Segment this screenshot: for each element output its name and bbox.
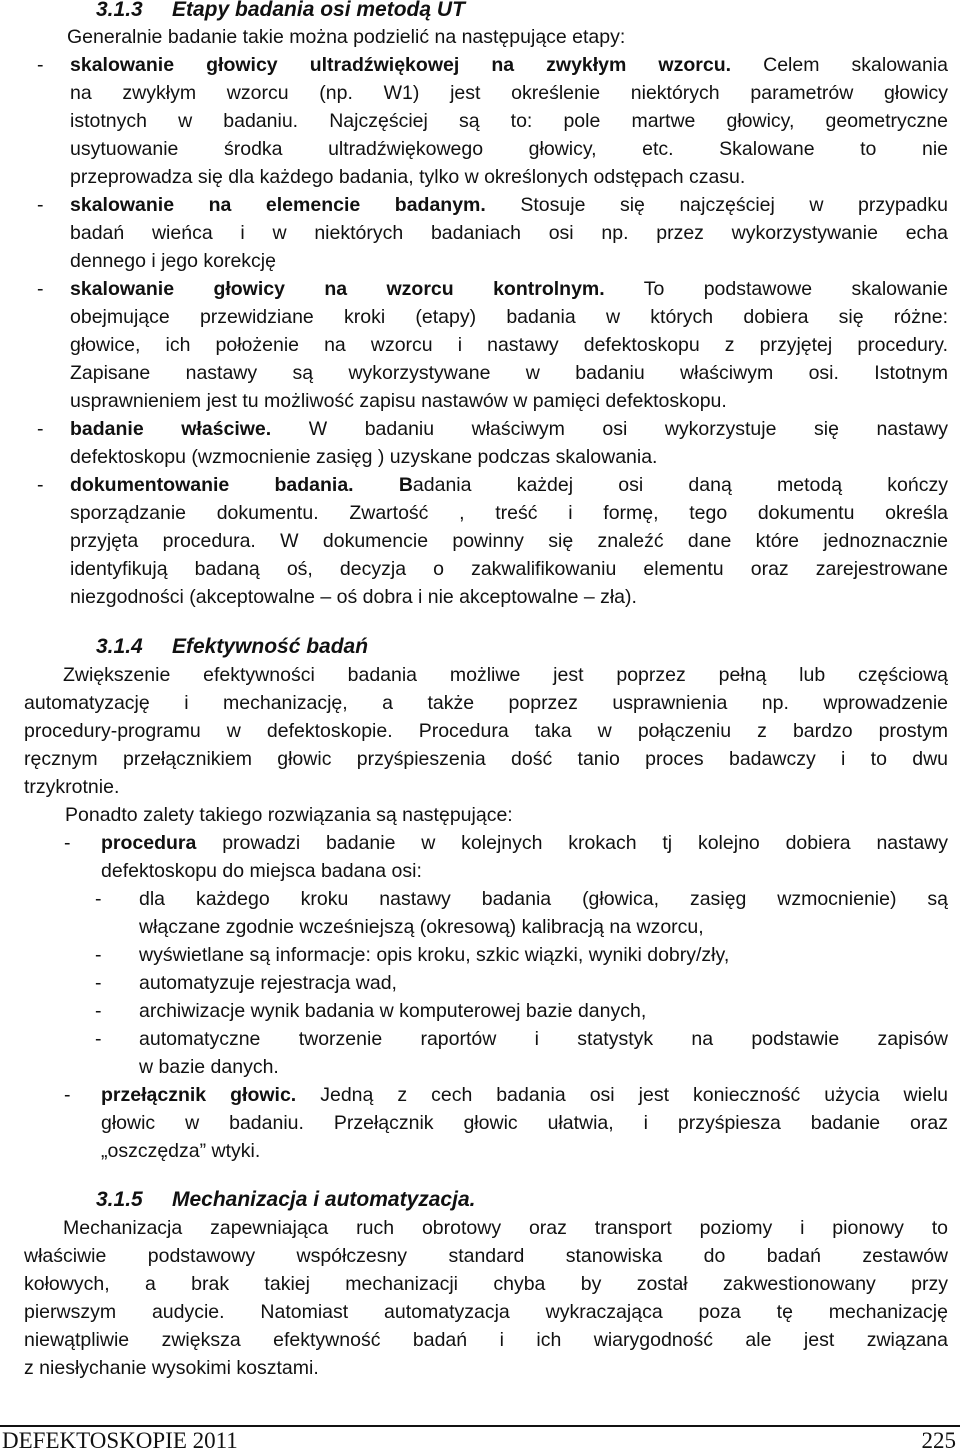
sub-list-dash: - — [95, 1028, 102, 1050]
list-item-line: Zapisane nastawy są wykorzystywane w badaniu właściwym osi. Istotnym — [70, 362, 948, 384]
section-title: Mechanizacja i automatyzacja. — [172, 1188, 476, 1211]
list-dash: - — [64, 832, 71, 854]
section-number: 3.1.3 — [96, 0, 143, 21]
list-item-bold: procedura — [101, 832, 197, 854]
list-item-line: skalowanie głowicy na wzorcu kontrolnym. To podstawowe skalowanie — [70, 278, 948, 300]
section-title: Etapy badania osi metodą UT — [172, 0, 465, 21]
list-item-bold: skalowanie głowicy ultradźwiękowej na zwykłym wzorcu. — [70, 54, 732, 76]
list-item-line: usytuowanie środka ultradźwiękowego głowicy, etc. Skalowane to nie — [70, 138, 948, 160]
paragraph-line: niewątpliwie zwiększa efektywność badań i ich wiarygodność ale jest związana — [24, 1329, 948, 1351]
sub-list-dash: - — [95, 972, 102, 994]
list-item-line: przełącznik głowic. Jedną z cech badania osi jest konieczność użycia wielu — [101, 1084, 948, 1106]
sub-list-item: wyświetlane są informacje: opis kroku, szkic wiązki, wyniki dobry/zły, — [139, 944, 730, 966]
list-dash: - — [64, 1084, 71, 1106]
paragraph-line: automatyzację i mechanizację, a także poprzez usprawnienia np. wprowadzenie — [24, 692, 948, 714]
list-item-line: na zwykłym wzorcu (np. W1) jest określenie niektórych parametrów głowicy — [70, 82, 948, 104]
list-item-line: defektoskopu do miejsca badana osi: — [101, 860, 422, 882]
sub-list-dash: - — [95, 888, 102, 910]
list-item-bold: skalowanie głowicy na wzorcu kontrolnym. — [70, 278, 605, 300]
paragraph-line: trzykrotnie. — [24, 776, 120, 798]
paragraph-line: procedury-programu w defektoskopie. Procedura taka w połączeniu z bardzo prostym — [24, 720, 948, 742]
section-heading-313 — [96, 0, 465, 23]
paragraph-line: z niesłychanie wysokimi kosztami. — [24, 1357, 319, 1379]
section-title: Efektywność badań — [172, 635, 369, 658]
list-item-line: dennego i jego korekcję — [70, 250, 276, 272]
list-item-line: skalowanie głowicy ultradźwiękowej na zwykłym wzorcu. Celem skalowania — [70, 54, 948, 76]
list-item-line: „oszczędza” wtyki. — [101, 1140, 261, 1162]
list-item-line: przeprowadza się dla każdego badania, tylko w określonych odstępach czasu. — [70, 166, 746, 188]
sub-list-item: archiwizacje wynik badania w komputerowej bazie danych, — [139, 1000, 647, 1022]
paragraph-line: Zwiększenie efektywności badania możliwe jest poprzez pełną lub częściową — [63, 664, 948, 686]
sub-list-item: automatyczne tworzenie raportów i statystyk na podstawie zapisów — [139, 1028, 948, 1050]
paragraph-line: pierwszym audycie. Natomiast automatyzacja wykraczająca poza tę mechanizację — [24, 1301, 948, 1323]
list-dash: - — [37, 278, 44, 300]
intro-text: Generalnie badanie takie można podzielić na następujące etapy: — [67, 26, 626, 48]
paragraph-line: ręcznym przełącznikiem głowic przyśpieszenia dość tanio proces badawczy i to dwu — [24, 748, 948, 770]
section-number: 3.1.4 — [96, 635, 143, 658]
list-dash: - — [37, 474, 44, 496]
paragraph-line: właściwie podstawowy współczesny standard stanowiska do badań zestawów — [24, 1245, 948, 1267]
list-item-bold: dokumentowanie badania. — [70, 474, 354, 496]
list-item-line: badań wieńca i w niektórych badaniach osi np. przez wykorzystywanie echa — [70, 222, 948, 244]
list-item-line: niezgodności (akceptowalne – oś dobra i nie akceptowalne – zła). — [70, 586, 637, 608]
sub-list-item: w bazie danych. — [139, 1056, 279, 1078]
sub-list-item: włączane zgodnie wcześniejszą (okresową) kalibracją na wzorcu, — [139, 916, 704, 938]
list-item-line: głowice, ich położenie na wzorcu i nastawy defektoskopu z przyjętej procedury. — [70, 334, 948, 356]
section-number: 3.1.5 — [96, 1188, 143, 1211]
paragraph-line: Mechanizacja zapewniająca ruch obrotowy oraz transport poziomy i pionowy to — [63, 1217, 948, 1239]
list-item-line: sporządzanie dokumentu. Zwartość , treść i formę, tego dokumentu określa — [70, 502, 948, 524]
list-item-line: procedura prowadzi badanie w kolejnych krokach tj kolejno dobiera nastawy — [101, 832, 948, 854]
section-heading-314 — [96, 634, 368, 660]
list-dash: - — [37, 418, 44, 440]
list-dash: - — [37, 54, 44, 76]
list-item-bold: skalowanie na elemencie badanym. — [70, 194, 486, 216]
page-number: 225 — [921, 1428, 956, 1453]
list-item-line: przyjęta procedura. W dokumencie powinny się znaleźć dane które jednoznacznie — [70, 530, 948, 552]
section-heading-315 — [96, 1187, 475, 1213]
list-item-line: badanie właściwe. W badaniu właściwym osi wykorzystuje się nastawy — [70, 418, 948, 440]
list-item-line: głowic w badaniu. Przełącznik głowic ułatwia, i przyśpiesza badanie oraz — [101, 1112, 948, 1134]
list-item-line: skalowanie na elemencie badanym. Stosuje się najczęściej w przypadku — [70, 194, 948, 216]
list-item-line: dokumentowanie badania. Badania każdej osi daną metodą kończy — [70, 474, 948, 496]
list-item-line: usprawnieniem jest tu możliwość zapisu nastawów w pamięci defektoskopu. — [70, 390, 727, 412]
list-item-bold: przełącznik głowic. — [101, 1084, 297, 1106]
list-dash: - — [37, 194, 44, 216]
paragraph-line: kołowych, a brak takiej mechanizacji chyba by został zakwestionowany przy — [24, 1273, 948, 1295]
sub-list-dash: - — [95, 1000, 102, 1022]
footer-title: DEFEKTOSKOPIE 2011 — [2, 1428, 238, 1453]
footer-rule — [0, 1425, 960, 1427]
list-item-line: obejmujące przewidziane kroki (etapy) badania w których dobiera się różne: — [70, 306, 948, 328]
list-item-line: defektoskopu (wzmocnienie zasięg ) uzyskane podczas skalowania. — [70, 446, 658, 468]
list-item-bold: badanie właściwe. — [70, 418, 272, 440]
paragraph-line: Ponadto zalety takiego rozwiązania są następujące: — [65, 804, 513, 826]
sub-list-dash: - — [95, 944, 102, 966]
list-item-line: istotnych w badaniu. Najczęściej są to: pole martwe głowicy, geometryczne — [70, 110, 948, 132]
sub-list-item: automatyzuje rejestracja wad, — [139, 972, 397, 994]
list-item-line: identyfikują badaną oś, decyzja o zakwalifikowaniu elementu oraz zarejestrowane — [70, 558, 948, 580]
sub-list-item: dla każdego kroku nastawy badania (głowica, zasięg wzmocnienie) są — [139, 888, 948, 910]
